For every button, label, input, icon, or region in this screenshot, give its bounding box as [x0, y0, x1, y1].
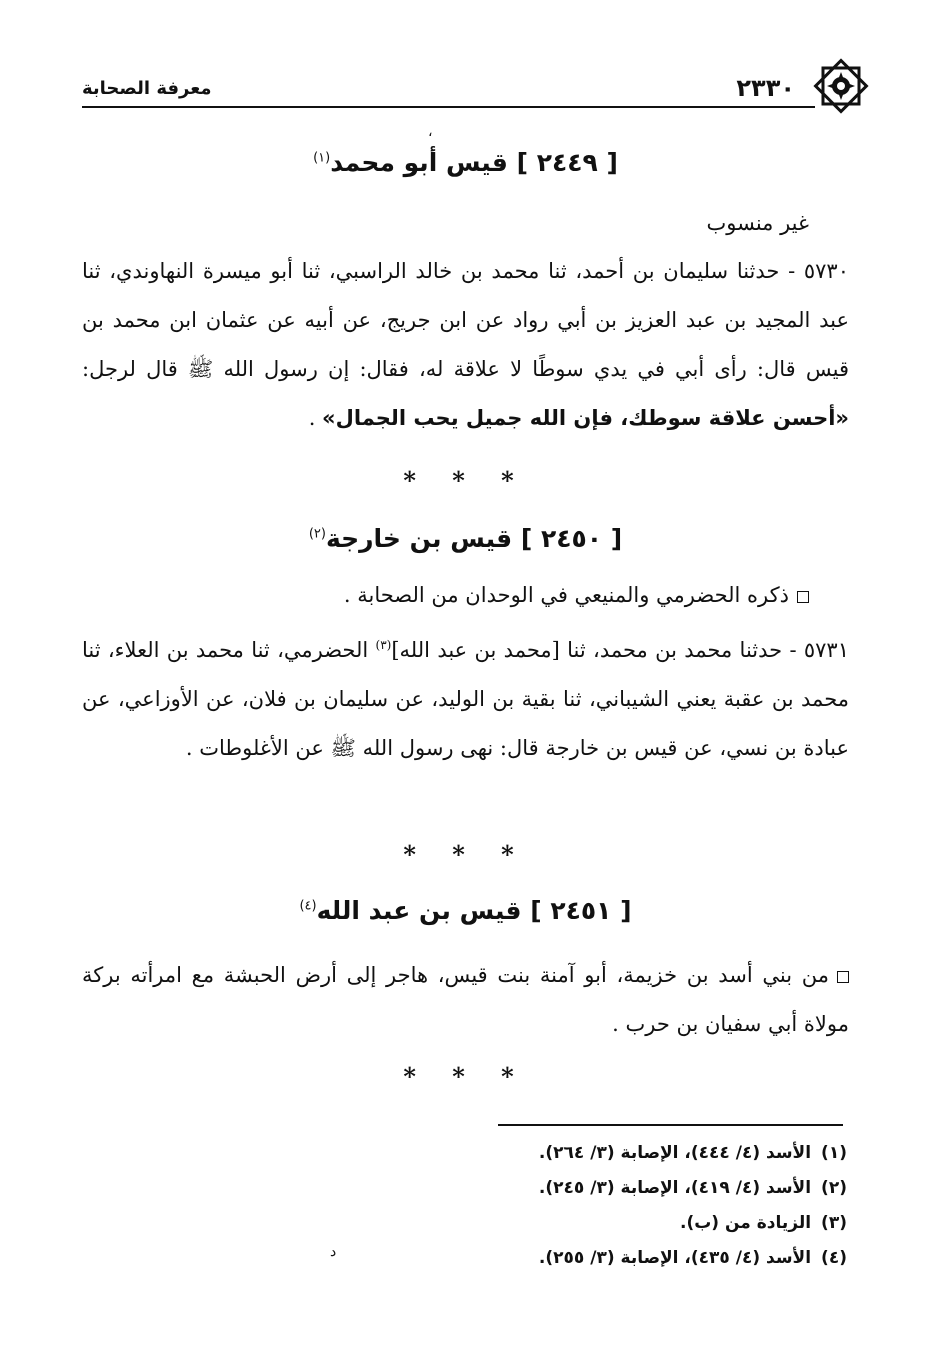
footnote: [82, 1206, 847, 1241]
square-bullet-icon: [797, 591, 809, 603]
section-separator: * * *: [403, 466, 528, 495]
stray-mark-bottom: د: [330, 1244, 337, 1260]
hadith-paragraph: [82, 247, 849, 443]
footnote-text: الأسد (٤/ ٤١٩)، الإصابة (٣/ ٢٤٥).: [538, 1178, 812, 1198]
hadith-text: ٥٧٣١ - حدثنا محمد بن محمد، ثنا [محمد بن عبد الله]: [391, 638, 849, 662]
hadith-quote: «أحسن علاقة سوطك، فإن الله جميل يحب الجمال»: [322, 406, 849, 430]
stray-mark-top: ،: [428, 124, 433, 140]
section-separator: * * *: [403, 840, 528, 869]
footnotes: [82, 1136, 847, 1276]
running-title: معرفة الصحابة: [82, 78, 212, 99]
section-separator: * * *: [403, 1062, 528, 1091]
hadith-paragraph: [82, 621, 849, 773]
footnote-text: الزيادة من (ب).: [679, 1213, 812, 1233]
square-bullet-icon: [837, 971, 849, 983]
footnote: [82, 1171, 847, 1206]
heading-text: [ ٢٤٥١ ] قيس بن عبد الله: [316, 896, 632, 925]
entry-subnote: [82, 583, 849, 607]
entry-heading: [82, 896, 849, 925]
footnote-number: (٣): [821, 1213, 847, 1233]
footnote: [82, 1241, 847, 1276]
footnote-rule: [498, 1124, 843, 1126]
footnote-ref: (٣): [375, 638, 392, 652]
heading-text: [ ٢٤٤٩ ] قيس أبو محمد: [330, 148, 618, 177]
header-rule: [82, 106, 815, 108]
entry-heading: [82, 148, 849, 177]
hadith-text-cont: الحضرمي، ثنا محمد بن العلاء، ثنا محمد بن عقبة يعني الشيباني، ثنا بقية بن الوليد، عن سليمان بن فلان، عن الأوزاعي، عن عبادة بن نسي، عن قيس بن خارجة قال: نهى رسول الله ﷺ عن الأغلوطات .: [82, 638, 849, 760]
footnote-text: الأسد (٤/ ٤٤٤)، الإصابة (٣/ ٢٦٤).: [538, 1143, 812, 1163]
footnote-text: الأسد (٤/ ٤٣٥)، الإصابة (٣/ ٢٥٥).: [538, 1248, 812, 1268]
footnote-number: (٢): [821, 1178, 847, 1198]
subnote-text: من بني أسد بن خزيمة، أبو آمنة بنت قيس، هاجر إلى أرض الحبشة مع امرأته بركة مولاة أبي سفيان بن حرب .: [82, 963, 849, 1036]
octagonal-ornament-icon: [813, 58, 869, 114]
entry-2449: [82, 148, 849, 443]
footnote-ref: (٢): [308, 526, 326, 542]
hadith-text: ٥٧٣٠ - حدثنا سليمان بن أحمد، ثنا محمد بن خالد الراسبي، ثنا أبو ميسرة النهاوندي، ثنا عبد المجيد بن عبد العزيز بن أبي رواد عن ابن جريج، عن أبيه عن عثمان ابن محمد بن قيس قال: رأى أبي في يدي سوطًا لا علاقة له، فقال: إن رسول الله ﷺ قال لرجل:: [82, 259, 849, 381]
subnote-text: ذكره الحضرمي والمنيعي في الوحدان من الصحابة .: [343, 583, 789, 607]
entry-heading: [82, 524, 849, 553]
heading-text: [ ٢٤٥٠ ] قيس بن خارجة: [325, 524, 623, 553]
entry-2450: [82, 524, 849, 773]
hadith-tail: .: [308, 406, 323, 430]
entry-subnote: غير منسوب: [706, 211, 809, 235]
footnote-number: (١): [821, 1143, 847, 1163]
entry-2451: [82, 896, 849, 1049]
footnote-number: (٤): [821, 1248, 847, 1268]
page-header: [82, 72, 865, 106]
page-number: ٢٣٣٠: [736, 74, 795, 102]
footnote-ref: (١): [313, 150, 331, 166]
entry-subnote: [82, 951, 849, 1049]
footnote: [82, 1136, 847, 1171]
footnote-ref: (٤): [299, 898, 317, 914]
